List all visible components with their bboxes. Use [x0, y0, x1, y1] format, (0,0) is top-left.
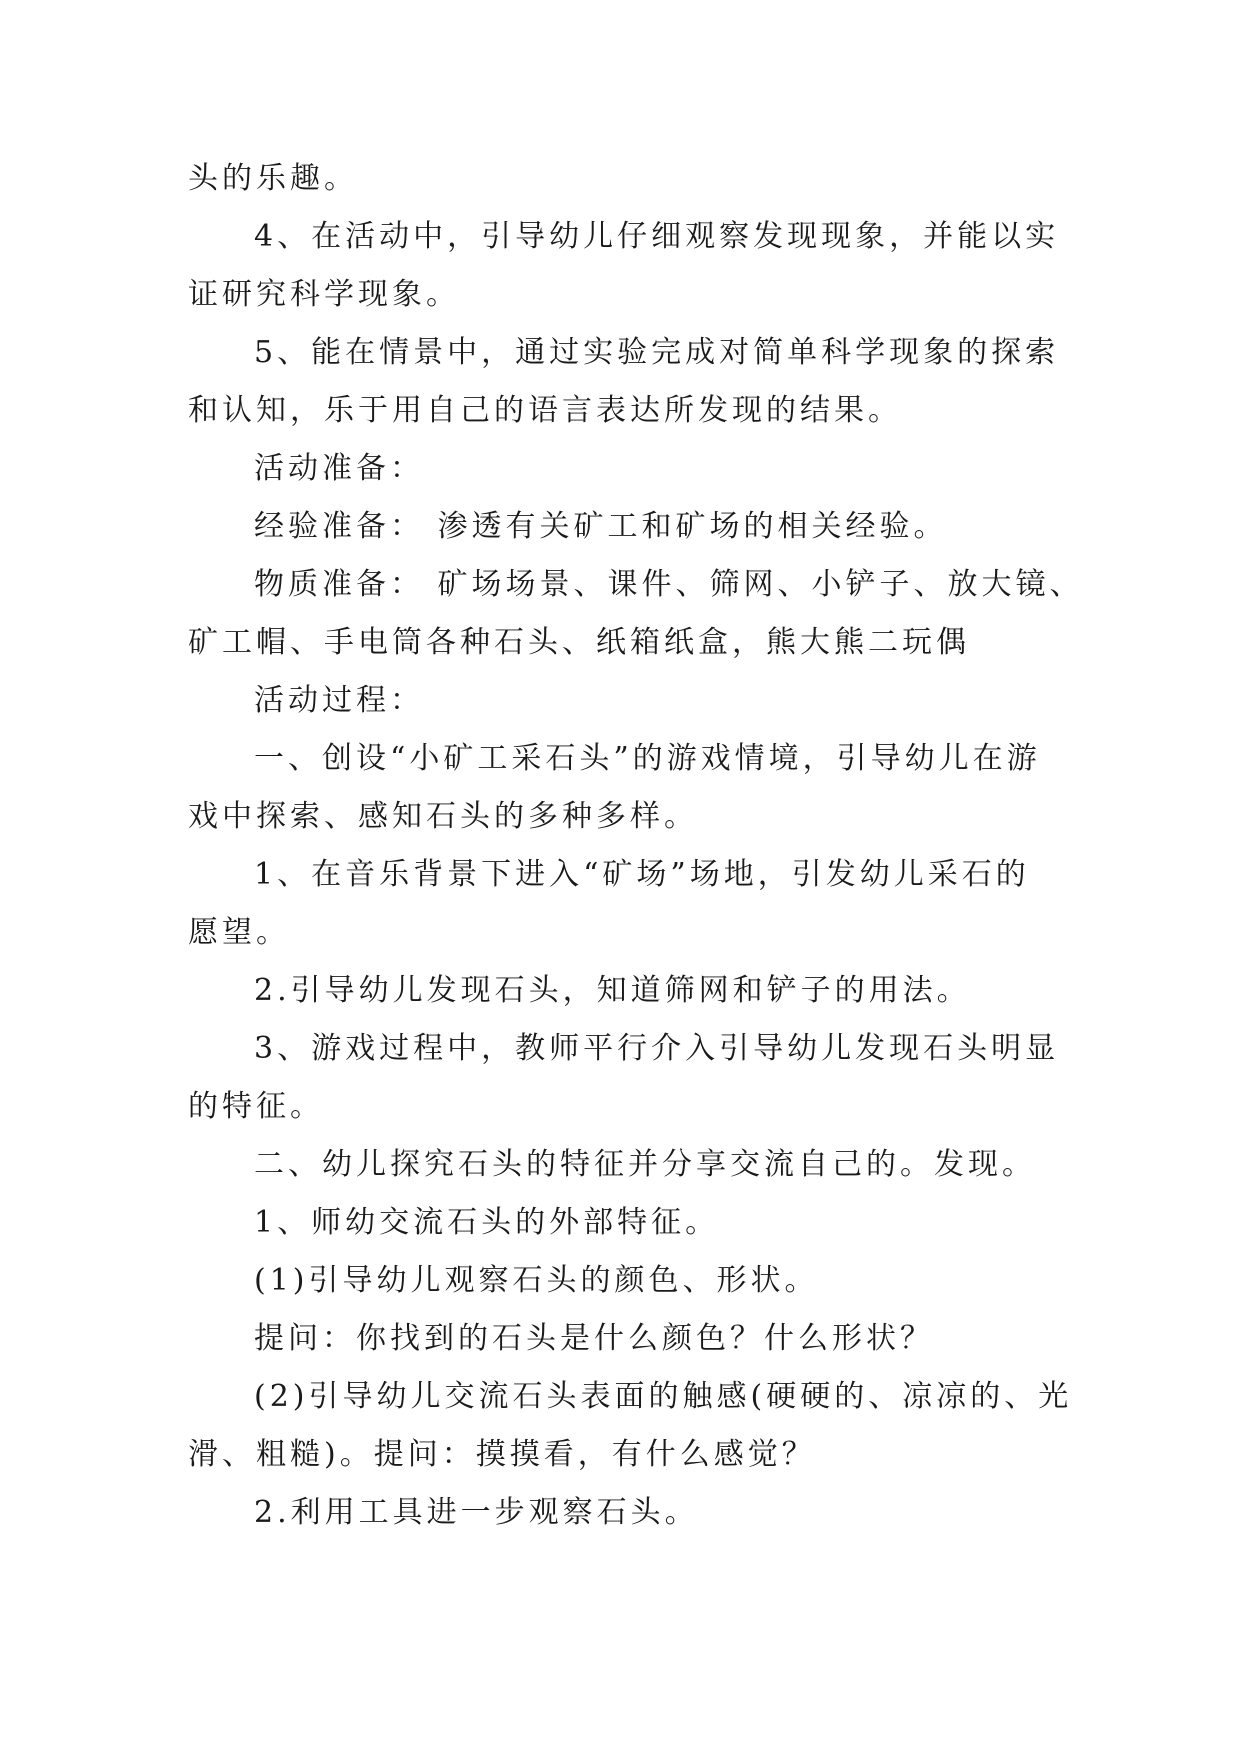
document-body	[188, 150, 1084, 1542]
text-line: 的特征。	[188, 1089, 324, 1124]
text-line: 戏中探索、感知石头的多种多样。	[188, 799, 698, 834]
text-line: 1、在音乐背景下进入“矿场”场地，引发幼儿采石的	[254, 857, 1030, 892]
text-line: 物质准备： 矿场场景、课件、筛网、小铲子、放大镜、	[254, 567, 1084, 602]
text-line: 二、幼儿探究石头的特征并分享交流自己的。发现。	[254, 1147, 1036, 1182]
text-line: 经验准备： 渗透有关矿工和矿场的相关经验。	[254, 509, 948, 544]
text-line: 和认知，乐于用自己的语言表达所发现的结果。	[188, 393, 902, 428]
text-line: 一、创设“小矿工采石头”的游戏情境，引导幼儿在游	[254, 741, 1041, 776]
text-line: 提问：你找到的石头是什么颜色？什么形状？	[254, 1321, 934, 1356]
section-heading: 活动准备：	[254, 451, 424, 486]
text-line: 头的乐趣。	[188, 161, 358, 196]
text-line: 1、师幼交流石头的外部特征。	[254, 1205, 720, 1240]
text-line: 5、能在情景中，通过实验完成对简单科学现象的探索	[254, 335, 1060, 370]
section-heading: 活动过程：	[254, 683, 424, 718]
text-line: 证研究科学现象。	[188, 277, 460, 312]
text-line: (2)引导幼儿交流石头表面的触感(硬硬的、凉凉的、光	[254, 1379, 1073, 1414]
text-line: 滑、粗糙)。提问：摸摸看，有什么感觉？	[188, 1437, 816, 1472]
text-line: 2.利用工具进一步观察石头。	[254, 1495, 699, 1530]
text-line: 矿工帽、手电筒各种石头、纸箱纸盒，熊大熊二玩偶	[188, 625, 970, 660]
text-line: 愿望。	[188, 915, 290, 950]
text-line: 3、游戏过程中，教师平行介入引导幼儿发现石头明显	[254, 1031, 1060, 1066]
text-line: (1)引导幼儿观察石头的颜色、形状。	[254, 1263, 819, 1298]
text-line: 2.引导幼儿发现石头，知道筛网和铲子的用法。	[254, 973, 971, 1008]
text-line: 4、在活动中，引导幼儿仔细观察发现现象，并能以实	[254, 219, 1060, 254]
